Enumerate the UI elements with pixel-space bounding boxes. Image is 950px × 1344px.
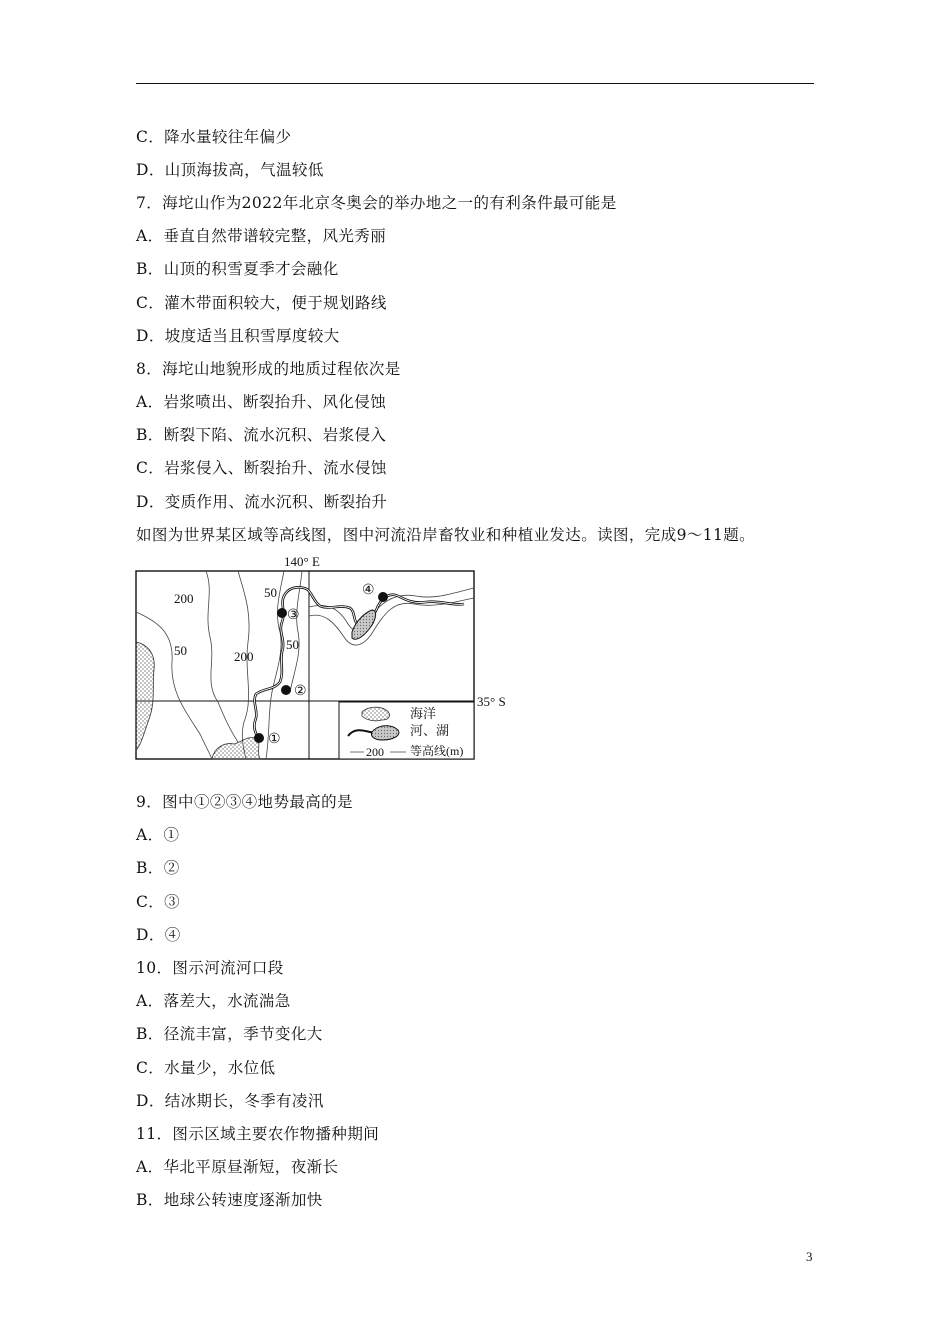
option-8b: B．断裂下陷、流水沉积、岩浆侵入 xyxy=(136,426,387,444)
map-legend xyxy=(339,702,474,759)
point-3-dot xyxy=(277,608,287,618)
point-1-label: ① xyxy=(268,732,281,747)
legend-contour-value: 200 xyxy=(366,745,384,759)
option-10a: A．落差大，水流湍急 xyxy=(136,992,291,1010)
option-9d: D．④ xyxy=(136,926,181,944)
header-rule xyxy=(136,83,814,84)
lake xyxy=(352,610,376,639)
contour-map xyxy=(134,552,514,764)
option-9b: B．② xyxy=(136,859,180,877)
option-8a: A．岩浆喷出、断裂抬升、风化侵蚀 xyxy=(136,393,387,411)
ocean-west xyxy=(136,642,154,750)
contour-label: 50 xyxy=(174,643,187,658)
contour-label: 200 xyxy=(174,591,194,606)
option-11b: B．地球公转速度逐渐加快 xyxy=(136,1191,323,1209)
contour-label: 50 xyxy=(286,637,299,652)
page-number: 3 xyxy=(806,1249,813,1264)
ocean-south xyxy=(212,738,260,759)
contour-line xyxy=(238,571,249,759)
contour-label: 50 xyxy=(264,585,277,600)
question-10: 10．图示河流河口段 xyxy=(136,959,284,977)
question-8: 8．海坨山地貌形成的地质过程依次是 xyxy=(136,360,401,378)
point-2-label: ② xyxy=(294,684,307,699)
point-4-dot xyxy=(378,592,388,602)
legend-ocean-swatch xyxy=(362,707,389,721)
legend-contour-label: 等高线(m) xyxy=(410,744,464,758)
point-3-label: ③ xyxy=(287,608,300,623)
option-7b: B．山顶的积雪夏季才会融化 xyxy=(136,260,339,278)
question-9: 9．图中①②③④地势最高的是 xyxy=(136,793,353,811)
question-7: 7．海坨山作为2022年北京冬奥会的举办地之一的有利条件最可能是 xyxy=(136,194,617,212)
option-8d: D．变质作用、流水沉积、断裂抬升 xyxy=(136,493,388,511)
point-4-label: ④ xyxy=(362,583,375,598)
option-9c: C．③ xyxy=(136,893,181,911)
legend-river-lake-label: 河、湖 xyxy=(410,723,450,738)
point-2-dot xyxy=(281,685,291,695)
option-7c: C．灌木带面积较大，便于规划路线 xyxy=(136,294,387,312)
option-7d: D．坡度适当且积雪厚度较大 xyxy=(136,327,340,345)
point-1-dot xyxy=(254,733,264,743)
option-9a: A．① xyxy=(136,826,180,844)
option-11a: A．华北平原昼渐短，夜渐长 xyxy=(136,1158,339,1176)
latitude-label: 35° S xyxy=(477,694,506,709)
option-7a: A．垂直自然带谱较完整，风光秀丽 xyxy=(136,227,387,245)
option-10c: C．水量少，水位低 xyxy=(136,1059,276,1077)
contour-label: 200 xyxy=(234,649,254,664)
contour-line xyxy=(309,598,474,645)
option-10d: D．结冰期长，冬季有凌汛 xyxy=(136,1092,324,1110)
map-intro: 如图为世界某区域等高线图，图中河流沿岸畜牧业和种植业发达。读图，完成9～11题。 xyxy=(136,526,756,544)
longitude-label: 140° E xyxy=(284,554,320,569)
option-10b: B．径流丰富，季节变化大 xyxy=(136,1025,323,1043)
option-8c: C．岩浆侵入、断裂抬升、流水侵蚀 xyxy=(136,459,387,477)
question-11: 11．图示区域主要农作物播种期间 xyxy=(136,1125,380,1143)
option-6c: C．降水量较往年偏少 xyxy=(136,128,292,146)
option-6d: D．山顶海拔高，气温较低 xyxy=(136,161,324,179)
legend-ocean-label: 海洋 xyxy=(410,706,437,721)
